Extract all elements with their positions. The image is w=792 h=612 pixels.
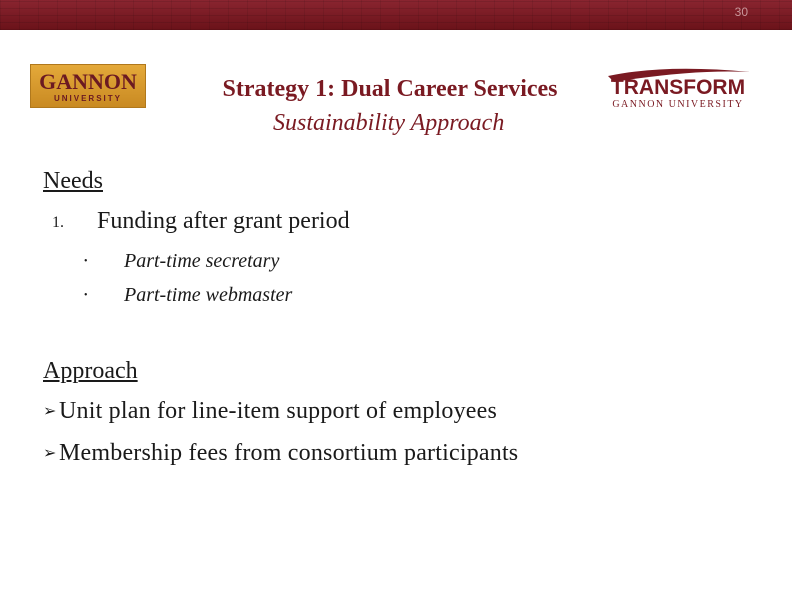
approach-heading: Approach [43, 358, 138, 384]
transform-logo-sub: GANNON UNIVERSITY [612, 99, 744, 110]
arrow-right-icon: ➢ [43, 445, 57, 462]
needs-subitem-text: Part-time secretary [124, 250, 280, 272]
approach-item [43, 398, 497, 425]
needs-subitem-text: Part-time webmaster [124, 284, 293, 306]
bullet-icon: • [84, 290, 88, 301]
approach-item [43, 440, 518, 467]
approach-item-text: Unit plan for line-item support of employees [59, 398, 498, 424]
approach-item-text: Membership fees from consortium participants [59, 440, 519, 466]
header-banner [0, 0, 792, 30]
bullet-icon: • [84, 256, 88, 267]
slide-title-text: Strategy 1: Dual Career Services [222, 76, 558, 102]
needs-item-text: Funding after grant period [97, 208, 350, 234]
needs-heading: Needs [43, 168, 103, 194]
arrow-right-icon: ➢ [43, 403, 57, 420]
gannon-logo-name: GANNON [39, 69, 137, 94]
transform-logo [604, 66, 752, 110]
needs-item-number: 1. [52, 214, 64, 231]
transform-logo-name: TRANSFORM [610, 76, 746, 99]
gannon-logo-sub: UNIVERSITY [53, 94, 122, 103]
slide-number: 30 [734, 5, 748, 19]
slide-subtitle: Sustainability Approach [273, 110, 505, 136]
